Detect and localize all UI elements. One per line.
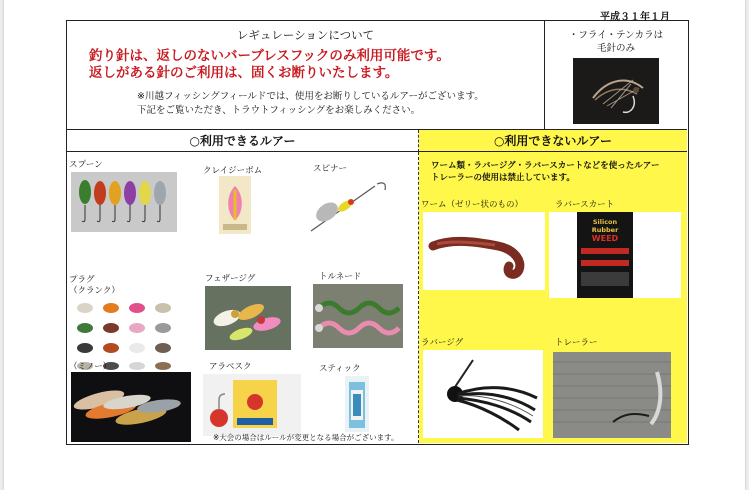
stick-label: スティック — [319, 364, 361, 374]
crazy-bomb-label: クレイジーボム — [203, 166, 263, 176]
spinner-photo — [305, 176, 395, 236]
crank-label: （クランク） — [69, 286, 120, 296]
rubber-jig-photo — [423, 350, 543, 438]
spoon-photo — [71, 172, 177, 232]
lure-notice — [67, 90, 544, 118]
trailer-photo — [553, 352, 671, 438]
allowed-lures-section — [67, 152, 419, 443]
rubber-jig-label: ラバージグ — [421, 338, 464, 348]
crazy-bomb-photo — [219, 176, 251, 234]
barbless-rule-line2: 返しがある針のご利用は、固くお断りいたします。 — [89, 65, 399, 81]
barbless-rule-line1: 釣り針は、返しのないバーブレスフックのみ利用可能です。 — [89, 48, 450, 64]
fly-rule-line2: 毛針のみ — [596, 43, 635, 54]
fly-lure-photo — [573, 58, 659, 124]
date-text: 平成３１年１月 — [600, 12, 670, 23]
feather-jig-photo — [205, 286, 291, 350]
prohibited-lures-section — [419, 152, 687, 443]
minnow-label: （ミノー） — [69, 362, 112, 372]
barbless-rule — [67, 48, 544, 82]
document-page — [4, 0, 745, 490]
rubber-skirt-label: ラバースカート — [555, 200, 615, 210]
regulation-table — [66, 20, 689, 445]
package-brand: WEED — [591, 234, 619, 243]
fly-rule-label — [545, 29, 687, 55]
worm-photo — [423, 212, 545, 290]
tornado-photo — [313, 284, 403, 348]
prohibited-warning — [431, 160, 659, 184]
feather-jig-label: フェザージグ — [205, 274, 256, 284]
tornado-label: トルネード — [319, 272, 362, 282]
minnow-photo — [71, 372, 191, 442]
spinner-label: スピナー — [313, 164, 348, 174]
regulation-title: レギュレーションについて — [236, 28, 375, 42]
fly-rule-box — [545, 21, 687, 130]
rubber-skirt-package — [577, 212, 633, 298]
spoon-label: スプーン — [69, 160, 103, 170]
plug-label: プラグ — [69, 275, 95, 285]
prohibited-warning-line1: ワーム類・ラバージグ・ラバースカートなどを使ったルアー — [431, 161, 660, 171]
trailer-label: トレーラー — [555, 338, 598, 348]
arabesque-label: アラベスク — [209, 362, 252, 372]
tournament-footnote: ※大会の場合はルールが変更となる場合がございます。 — [213, 433, 399, 442]
fly-rule-line1: ・フライ・テンカラは — [568, 30, 664, 41]
arabesque-photo — [203, 374, 301, 436]
regulation-header — [67, 21, 545, 130]
allowed-lures-heading: ○利用できるルアー — [67, 130, 419, 152]
prohibited-lures-heading: ○利用できないルアー — [419, 130, 687, 152]
worm-label: ワーム（ゼリー状のもの） — [421, 200, 524, 210]
lure-notice-line2: 下記をご覧いただき、トラウトフィッシングをお楽しみください。 — [137, 105, 421, 116]
prohibited-warning-line2: トレーラーの使用は禁止しています。 — [431, 173, 575, 183]
stick-photo — [345, 376, 369, 432]
rubber-skirt-photo — [549, 212, 681, 298]
package-title: Silicon Rubber — [591, 218, 619, 234]
lure-notice-line1: ※川越フィッシングフィールドでは、使用をお断りしているルアーがございます。 — [137, 91, 484, 102]
